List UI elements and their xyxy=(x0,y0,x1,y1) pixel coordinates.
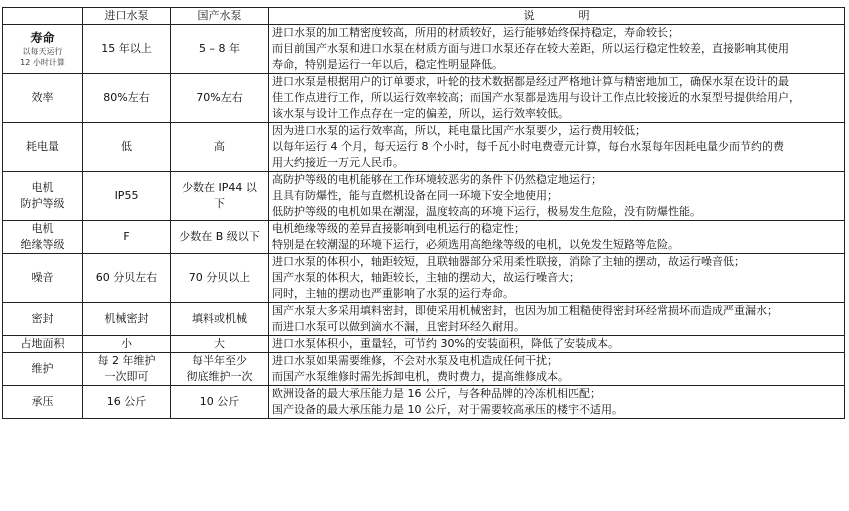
table-row xyxy=(3,123,845,172)
description-cell xyxy=(269,303,845,336)
feature-cell xyxy=(3,172,83,221)
imported-value: 16 公斤 xyxy=(106,395,147,408)
feature-label: 电机 xyxy=(31,222,54,235)
comparison-table xyxy=(2,7,845,419)
imported-value-cell xyxy=(83,254,171,303)
description-line: 且具有防爆性，能与直燃机设备在同一环境下安全地使用； xyxy=(272,189,558,202)
table-row xyxy=(3,172,845,221)
feature-label: 维护 xyxy=(31,362,54,375)
imported-value: 每 2 年维护 xyxy=(97,354,156,367)
table-row xyxy=(3,336,845,353)
feature-cell xyxy=(3,386,83,419)
domestic-value: 70%左右 xyxy=(196,91,243,104)
feature-cell xyxy=(3,74,83,123)
domestic-value: 下 xyxy=(214,197,225,210)
description-cell xyxy=(269,123,845,172)
description-line: 低防护等级的电机如果在潮湿，温度较高的环境下运行，极易发生危险，没有防爆性能。 xyxy=(272,205,701,218)
description-line: 国产水泵大多采用填料密封，即使采用机械密封，也因为加工粗糙使得密封环经常损坏而造成严重漏水； xyxy=(272,304,778,317)
feature-label: 耗电量 xyxy=(26,140,59,153)
imported-value-cell xyxy=(83,221,171,254)
feature-label: 效率 xyxy=(31,91,54,104)
domestic-value-cell xyxy=(171,336,269,353)
feature-cell xyxy=(3,254,83,303)
description-line: 同时，主轴的摆动也严重影响了水泵的运行寿命。 xyxy=(272,287,514,300)
description-line: 而国产水泵维修时需先拆卸电机，费时费力，提高维修成本。 xyxy=(272,370,569,383)
table-row xyxy=(3,254,845,303)
header-imported-pump: 进口水泵 xyxy=(83,8,171,25)
domestic-value: 10 公斤 xyxy=(199,395,240,408)
imported-value-cell xyxy=(83,353,171,386)
imported-value: 机械密封 xyxy=(104,312,149,325)
imported-value-cell xyxy=(83,303,171,336)
description-line: 用大约接近一万元人民币。 xyxy=(272,156,404,169)
description-line: 进口水泵如果需要维修，不会对水泵及电机造成任何干扰； xyxy=(272,354,558,367)
domestic-value-cell xyxy=(171,25,269,74)
imported-value: 小 xyxy=(121,337,132,350)
domestic-value: 填料或机械 xyxy=(192,312,247,325)
table-row xyxy=(3,303,845,336)
description-line: 国产水泵的体积大，轴距较长，主轴的摆动大，故运行噪音大； xyxy=(272,271,580,284)
table-row xyxy=(3,386,845,419)
imported-value: 15 年以上 xyxy=(101,42,152,55)
domestic-value: 5 – 8 年 xyxy=(199,42,240,55)
description-cell xyxy=(269,221,845,254)
feature-label: 电机 xyxy=(31,181,54,194)
description-cell xyxy=(269,254,845,303)
header-description-char-2: 明 xyxy=(578,9,590,22)
imported-value: IP55 xyxy=(114,189,139,202)
domestic-value: 70 分贝以上 xyxy=(188,271,251,284)
table-row xyxy=(3,353,845,386)
description-line: 高防护等级的电机能够在工作环境较恶劣的条件下仍然稳定地运行； xyxy=(272,173,602,186)
description-line: 佳工作点进行工作，所以运行效率较高；而国产水泵都是选用与设计工作点比较接近的水泵型号提供给用户， xyxy=(272,91,800,104)
domestic-value-cell xyxy=(171,172,269,221)
description-line: 而进口水泵可以做到滴水不漏，且密封环经久耐用。 xyxy=(272,320,525,333)
table-row xyxy=(3,74,845,123)
feature-label: 噪音 xyxy=(31,271,54,284)
domestic-value-cell xyxy=(171,386,269,419)
imported-value: F xyxy=(123,230,130,243)
description-cell xyxy=(269,386,845,419)
domestic-value: 彻底维护一次 xyxy=(186,370,253,383)
feature-note: 12 小时计算 xyxy=(20,58,65,67)
domestic-value-cell xyxy=(171,123,269,172)
description-line: 进口水泵体积小，重量轻，可节约 30%的安装面积，降低了安装成本。 xyxy=(272,337,619,350)
imported-value-cell xyxy=(83,74,171,123)
description-cell xyxy=(269,336,845,353)
imported-value: 80%左右 xyxy=(103,91,150,104)
description-line: 欧洲设备的最大承压能力是 16 公斤，与各种品牌的冷冻机相匹配； xyxy=(272,387,601,400)
header-feature xyxy=(3,8,83,25)
feature-label: 占地面积 xyxy=(20,337,65,350)
feature-label: 防护等级 xyxy=(20,197,65,210)
feature-note: 以每天运行 xyxy=(22,47,63,56)
header-description-char-1: 说 xyxy=(523,9,535,22)
imported-value-cell xyxy=(83,25,171,74)
feature-cell xyxy=(3,353,83,386)
description-line: 进口水泵的加工精密度较高，所用的材质较好，运行能够始终保持稳定，寿命较长； xyxy=(272,26,679,39)
domestic-value: 少数在 B 级以下 xyxy=(179,230,260,243)
header-row xyxy=(3,8,845,25)
domestic-value: 每半年至少 xyxy=(192,354,247,367)
domestic-value: 高 xyxy=(214,140,225,153)
description-cell xyxy=(269,353,845,386)
domestic-value-cell xyxy=(171,353,269,386)
description-line: 进口水泵是根据用户的订单要求，叶轮的技术数据都是经过严格地计算与精密地加工，确保水泵在设计的最 xyxy=(272,75,789,88)
feature-label: 密封 xyxy=(31,312,54,325)
description-line: 寿命，特别是运行一年以后，稳定性明显降低。 xyxy=(272,58,503,71)
description-line: 进口水泵的体积小，轴距较短，且联轴器部分采用柔性联接，消除了主轴的摆动，故运行噪音低； xyxy=(272,255,745,268)
domestic-value-cell xyxy=(171,254,269,303)
domestic-value-cell xyxy=(171,74,269,123)
description-line: 该水泵与设计工作点存在一定的偏差，所以，运行效率较低。 xyxy=(272,107,569,120)
table-row xyxy=(3,25,845,74)
feature-label: 绝缘等级 xyxy=(20,238,65,251)
imported-value: 低 xyxy=(121,140,132,153)
domestic-value-cell xyxy=(171,303,269,336)
imported-value-cell xyxy=(83,336,171,353)
feature-cell xyxy=(3,123,83,172)
description-line: 电机绝缘等级的差异直接影响到电机运行的稳定性； xyxy=(272,222,525,235)
description-line: 国产设备的最大承压能力是 10 公斤，对于需要较高承压的楼宇不适用。 xyxy=(272,403,623,416)
domestic-value: 少数在 IP44 以 xyxy=(182,181,257,194)
feature-label: 寿命 xyxy=(30,31,55,45)
imported-value: 60 分贝左右 xyxy=(95,271,158,284)
description-cell xyxy=(269,74,845,123)
description-cell xyxy=(269,25,845,74)
description-line: 因为进口水泵的运行效率高，所以，耗电量比国产水泵要少，运行费用较低； xyxy=(272,124,646,137)
description-cell xyxy=(269,172,845,221)
feature-cell xyxy=(3,25,83,74)
domestic-value-cell xyxy=(171,221,269,254)
header-domestic-pump: 国产水泵 xyxy=(171,8,269,25)
feature-cell xyxy=(3,221,83,254)
imported-value-cell xyxy=(83,123,171,172)
feature-cell xyxy=(3,336,83,353)
feature-cell xyxy=(3,303,83,336)
header-description xyxy=(269,8,845,25)
imported-value: 一次即可 xyxy=(104,370,149,383)
table-row xyxy=(3,221,845,254)
feature-label: 承压 xyxy=(31,395,54,408)
imported-value-cell xyxy=(83,386,171,419)
description-line: 特别是在较潮湿的环境下运行，必须选用高绝缘等级的电机，以免发生短路等危险。 xyxy=(272,238,679,251)
description-line: 而目前国产水泵和进口水泵在材质方面与进口水泵还存在较大差距，所以运行稳定性较差，直接影响其使用 xyxy=(272,42,789,55)
imported-value-cell xyxy=(83,172,171,221)
description-line: 以每年运行 4 个月，每天运行 8 个小时，每千瓦小时电费壹元计算，每台水泵每年因耗电量少而节约的费 xyxy=(272,140,784,153)
domestic-value: 大 xyxy=(214,337,225,350)
